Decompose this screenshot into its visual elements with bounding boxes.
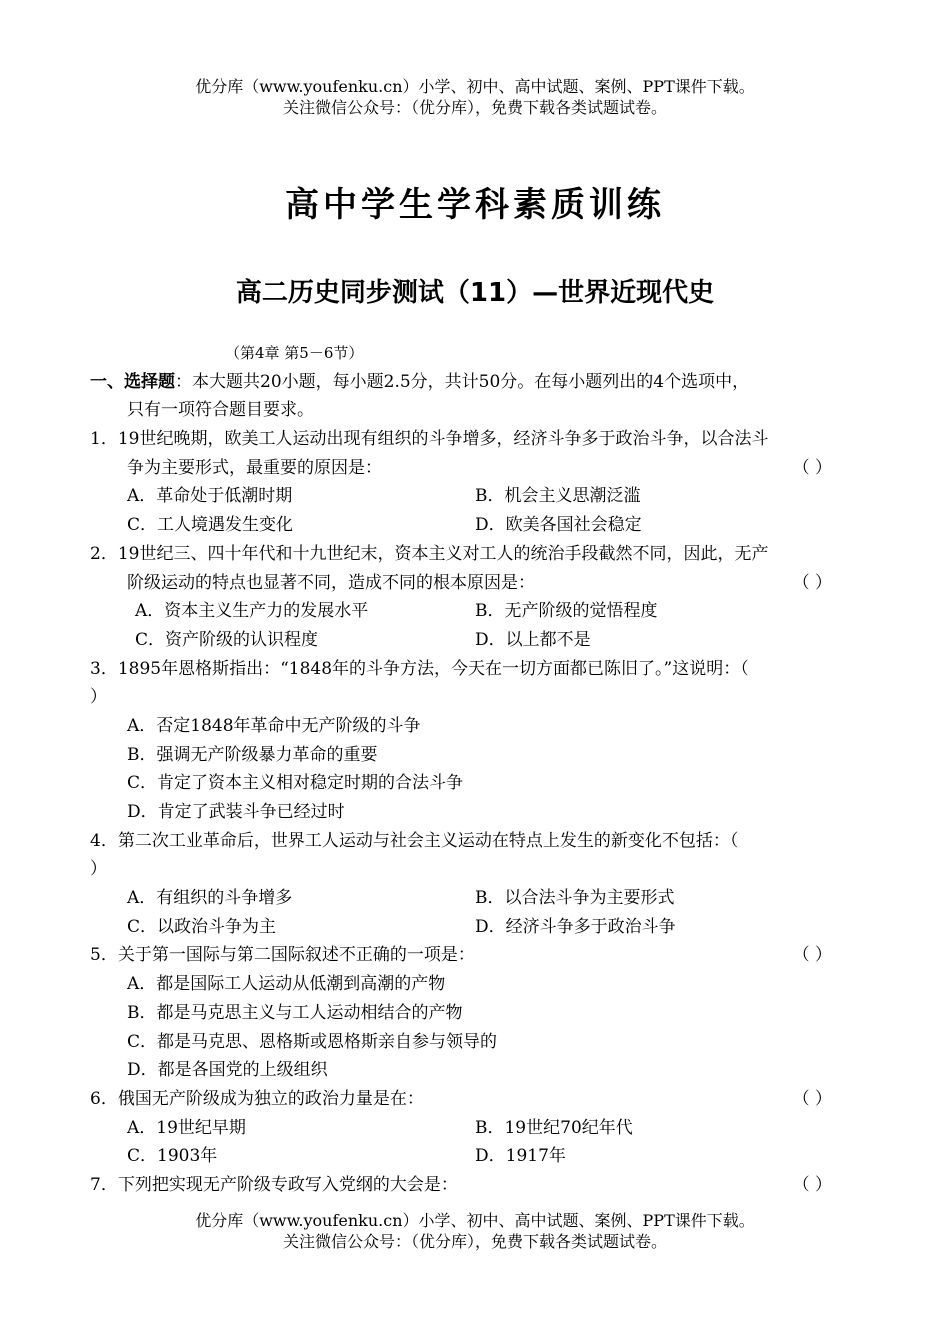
question-6-options-cd bbox=[90, 1142, 860, 1171]
question-7-text: 7．下列把实现无产阶级专政写入党纲的大会是： bbox=[90, 1174, 458, 1195]
chapter-label: （第4章 第5－6节） bbox=[225, 344, 364, 362]
header-line-2: 关注微信公众号：（优分库），免费下载各类试题试卷。 bbox=[282, 98, 667, 117]
option-c: C．资产阶级的认识程度 bbox=[135, 629, 319, 650]
option-c: C．都是马克思、恩格斯或恩格斯亲自参与领导的 bbox=[127, 1031, 498, 1052]
option-a: A．否定1848年革命中无产阶级的斗争 bbox=[127, 715, 421, 736]
question-7-line-1 bbox=[90, 1171, 860, 1200]
option-b: B．19世纪70纪年代 bbox=[475, 1117, 633, 1138]
question-2-options-ab bbox=[90, 597, 860, 626]
option-b: B．无产阶级的觉悟程度 bbox=[475, 601, 658, 622]
question-2-line-1: 2．19世纪三、四十年代和十九世纪末，资本主义对工人的统治手段截然不同，因此，无产 bbox=[90, 543, 769, 564]
option-c: C．肯定了资本主义相对稳定时期的合法斗争 bbox=[127, 773, 464, 794]
option-a: A．19世纪早期 bbox=[127, 1117, 246, 1138]
page-header bbox=[0, 76, 950, 118]
option-a: A．资本主义生产力的发展水平 bbox=[135, 601, 369, 622]
option-a: A．有组织的斗争增多 bbox=[127, 888, 293, 909]
question-4-line-2: ） bbox=[90, 859, 107, 880]
section-label: 一、选择题 bbox=[90, 371, 175, 392]
question-6-options-ab bbox=[90, 1114, 860, 1143]
option-d: D．经济斗争多于政治斗争 bbox=[475, 916, 676, 937]
question-1-line-1: 1．19世纪晚期，欧美工人运动出现有组织的斗争增多，经济斗争多于政治斗争，以合法斗 bbox=[90, 429, 769, 450]
question-2-line-2 bbox=[90, 569, 860, 598]
option-d: D．1917年 bbox=[475, 1146, 566, 1167]
page-title: 高中学生学科素质训练 bbox=[285, 185, 665, 225]
page-footer bbox=[0, 1210, 950, 1252]
option-c: C．以政治斗争为主 bbox=[127, 916, 277, 937]
answer-blank: （ ） bbox=[792, 945, 832, 966]
footer-line-1: 优分库（www.youfenku.cn）小学、初中、高中试题、案例、PPT课件下载。 bbox=[195, 1211, 755, 1230]
question-2-text: 阶级运动的特点也显著不同，造成不同的根本原因是： bbox=[127, 572, 535, 593]
section-heading bbox=[90, 368, 860, 397]
option-d: D．都是各国党的上级组织 bbox=[127, 1060, 328, 1081]
option-d: D．以上都不是 bbox=[475, 629, 591, 650]
question-6-text: 6．俄国无产阶级成为独立的政治力量是在： bbox=[90, 1088, 424, 1109]
question-3-line-2: ） bbox=[90, 687, 107, 708]
option-b: B．以合法斗争为主要形式 bbox=[475, 888, 675, 909]
question-3-line-1: 3．1895年恩格斯指出：“1848年的斗争方法，今天在一切方面都已陈旧了。”这说明：（ bbox=[90, 658, 749, 679]
answer-blank: （ ） bbox=[792, 1174, 832, 1195]
question-1-line-2 bbox=[90, 454, 860, 483]
option-d: D．肯定了武装斗争已经过时 bbox=[127, 802, 345, 822]
question-6-line-1 bbox=[90, 1085, 860, 1114]
option-b: B．强调无产阶级暴力革命的重要 bbox=[127, 744, 378, 765]
question-1-options-cd bbox=[90, 511, 860, 540]
header-line-1: 优分库（www.youfenku.cn）小学、初中、高中试题、案例、PPT课件下载。 bbox=[195, 77, 755, 96]
exam-content bbox=[90, 339, 860, 1200]
option-c: C．工人境遇发生变化 bbox=[127, 515, 294, 536]
question-4-options-ab bbox=[90, 884, 860, 913]
option-b: B．机会主义思潮泛滥 bbox=[475, 486, 641, 507]
answer-blank: （ ） bbox=[792, 572, 832, 593]
option-a: A．都是国际工人运动从低潮到高潮的产物 bbox=[127, 974, 446, 995]
section-text-2: 只有一项符合题目要求。 bbox=[127, 400, 314, 421]
question-1-options-ab bbox=[90, 482, 860, 511]
question-4-line-1: 4．第二次工业革命后，世界工人运动与社会主义运动在特点上发生的新变化不包括：（ bbox=[90, 830, 739, 851]
section-text-1: ：本大题共20小题，每小题2.5分，共计50分。在每小题列出的4个选项中， bbox=[175, 371, 750, 392]
footer-line-2: 关注微信公众号：（优分库），免费下载各类试题试卷。 bbox=[282, 1232, 667, 1251]
answer-blank: （ ） bbox=[792, 1088, 832, 1109]
question-5-text: 5．关于第一国际与第二国际叙述不正确的一项是： bbox=[90, 945, 475, 966]
question-5-line-1 bbox=[90, 941, 860, 970]
option-d: D．欧美各国社会稳定 bbox=[475, 515, 642, 536]
question-1-text: 争为主要形式，最重要的原因是： bbox=[127, 457, 382, 478]
answer-blank: （ ） bbox=[792, 457, 832, 478]
page-subtitle: 高二历史同步测试（11）—世界近现代史 bbox=[235, 278, 715, 308]
question-4-options-cd bbox=[90, 913, 860, 942]
question-2-options-cd bbox=[90, 626, 860, 655]
option-a: A．革命处于低潮时期 bbox=[127, 486, 293, 507]
option-c: C．1903年 bbox=[127, 1146, 218, 1167]
option-b: B．都是马克思主义与工人运动相结合的产物 bbox=[127, 1002, 463, 1023]
